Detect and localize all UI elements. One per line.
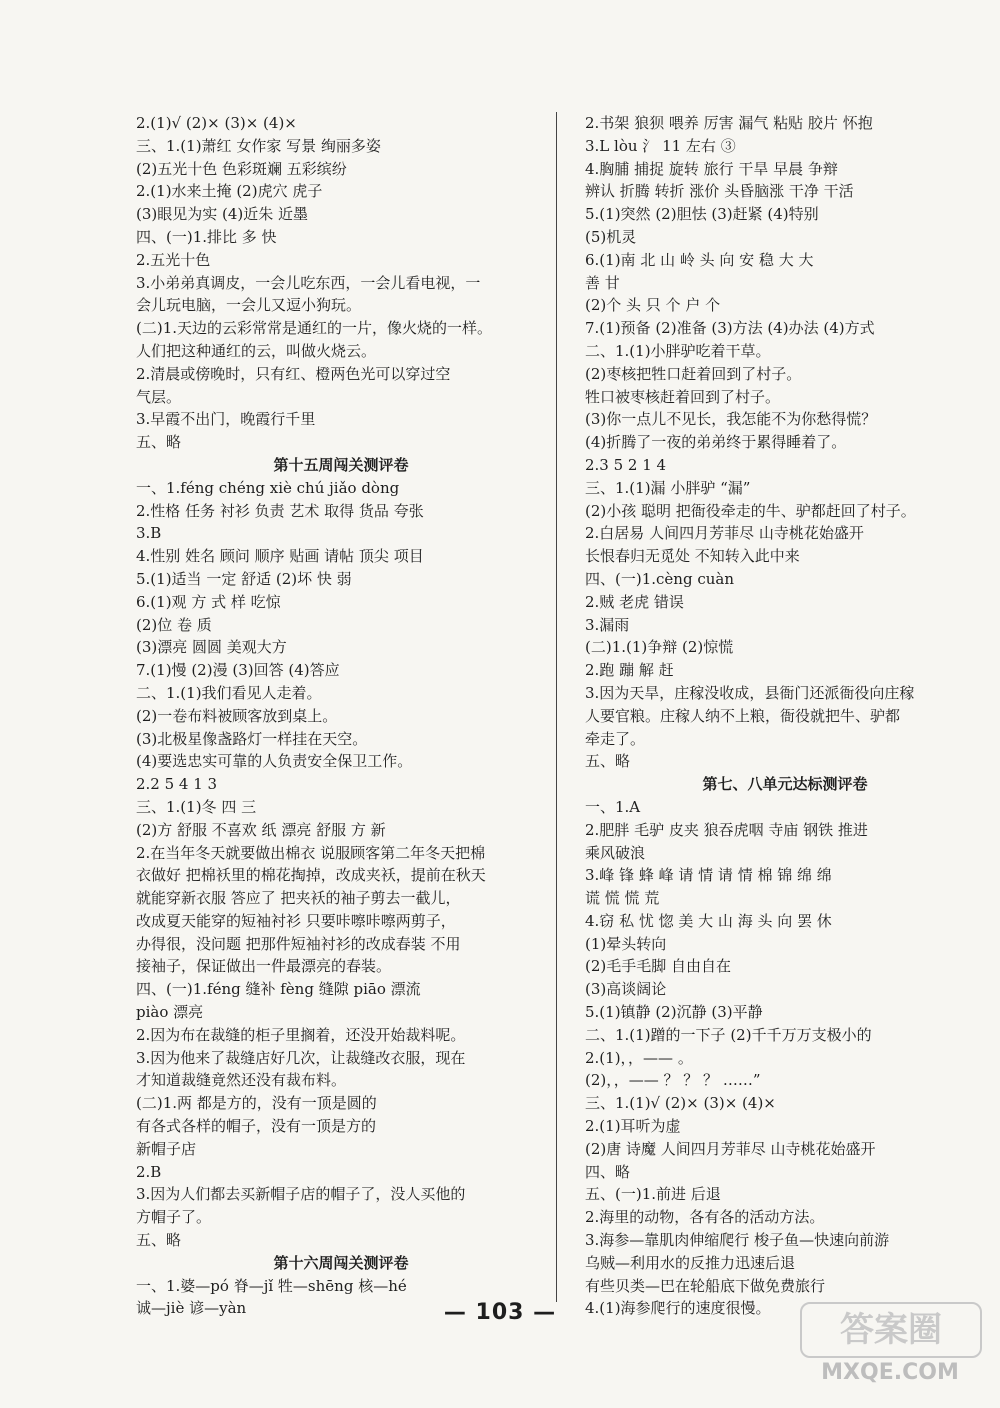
answer-line: (2)枣核把牲口赶着回到了村子。: [585, 364, 802, 383]
answer-line: 3.漏雨: [585, 615, 630, 634]
answer-line: 3.峰 锋 蜂 峰 请 情 请 情 棉 锦 绵 绵: [585, 866, 832, 885]
answer-line: 4.性别 姓名 顾问 顺序 贴画 请帖 顶尖 项目: [136, 547, 424, 566]
answer-line: 6.(1)观 方 式 样 吃惊: [136, 592, 281, 611]
section-title: 第七、八单元达标测评卷: [702, 775, 868, 794]
answer-line: 3.L lòu 氵 11 左右 ③: [585, 136, 736, 155]
answer-line: 2.跑 蹦 解 赶: [585, 661, 674, 680]
answer-line: 乌贼—利用水的反推力迅速后退: [585, 1253, 796, 1272]
answer-line: 2.3 5 2 1 4: [585, 455, 667, 474]
answer-line: (1)晕头转向: [585, 934, 667, 953]
answer-line: 五、略: [136, 1231, 182, 1250]
answer-line: 一、1.A: [585, 797, 641, 816]
answer-line: 7.(1)预备 (2)准备 (3)方法 (4)办法 (4)方式: [585, 319, 875, 338]
answer-line: (2)唐 诗魔 人间四月芳菲尽 山寺桃花始盛开: [585, 1139, 876, 1158]
answer-line: 牵走了。: [585, 729, 646, 748]
answer-line: 二、1.(1)我们看见人走着。: [136, 683, 322, 702]
answer-line: 2.(1)水来土掩 (2)虎穴 虎子: [136, 182, 323, 201]
answer-line: 气层。: [136, 387, 182, 406]
answer-line: 2.(1)，，—— 。: [585, 1048, 693, 1067]
answer-line: (2)毛手毛脚 自由自在: [585, 957, 732, 976]
answer-line: (4)折腾了一夜的弟弟终于累得睡着了。: [585, 433, 847, 452]
answer-line: 2.(1)耳听为虚: [585, 1117, 681, 1136]
answer-line: (5)机灵: [585, 227, 637, 246]
answer-line: 五、(一)1.前进 后退: [585, 1185, 721, 1204]
answer-line: (3)眼见为实 (4)近朱 近墨: [136, 205, 309, 224]
answer-line: 5.(1)适当 一定 舒适 (2)坏 快 弱: [136, 569, 352, 588]
answer-line: 五、略: [585, 752, 631, 771]
answer-line: (2)，，—— ？ ？ ？ ……”: [585, 1071, 761, 1090]
answer-line: 5.(1)镇静 (2)沉静 (3)平静: [585, 1003, 763, 1022]
answer-line: 4.胸脯 捕捉 旋转 旅行 干旱 早晨 争辩: [585, 159, 838, 178]
answer-line: 3.因为人们都去买新帽子店的帽子了，没人买他的: [136, 1185, 466, 1204]
answer-line: 2.白居易 人间四月芳菲尽 山寺桃花始盛开: [585, 524, 864, 543]
answer-line: 2.B: [136, 1162, 162, 1181]
answer-line: (2)个 头 只 个 户 个: [585, 296, 721, 315]
answer-line: 才知道裁缝竟然还没有裁布料。: [136, 1071, 347, 1090]
answer-line: 2.书架 狼狈 喂养 厉害 漏气 粘贴 胶片 怀抱: [585, 114, 873, 132]
watermark-logo: 答案圈: [800, 1302, 982, 1358]
answer-line: (4)要选忠实可靠的人负责安全保卫工作。: [136, 752, 413, 771]
page-number: — 103 —: [443, 1300, 557, 1325]
answer-line: 6.(1)南 北 山 岭 头 向 安 稳 大 大: [585, 250, 814, 269]
left-column: [136, 112, 546, 1320]
answer-line: 2.性格 任务 衬衫 负责 艺术 取得 货品 夸张: [136, 501, 424, 520]
answer-line: (2)一卷布料被顾客放到桌上。: [136, 706, 338, 725]
answer-line: 牲口被枣核赶着回到了村子。: [585, 387, 781, 406]
answer-line: 二、1.(1)小胖驴吃着干草。: [585, 341, 771, 360]
answer-line: 四、(一)1.cèng cuàn: [585, 569, 734, 588]
answer-line: 一、1.婆—pó 脊—jǐ 牲—shēng 核—hé: [136, 1276, 407, 1295]
answer-line: 新帽子店: [136, 1139, 197, 1158]
answer-line: 3.因为天旱，庄稼没收成，县衙门还派衙役向庄稼: [585, 683, 915, 702]
answer-line: 2.2 5 4 1 3: [136, 775, 218, 794]
answer-line: (3)漂亮 圆圆 美观大方: [136, 638, 287, 657]
answer-line: 衣做好 把棉袄里的棉花掏掉，改成夹袄，提前在秋天: [136, 866, 486, 885]
answer-line: 四、(一)1.排比 多 快: [136, 227, 277, 246]
answer-line: 2.清晨或傍晚时，只有红、橙两色光可以穿过空: [136, 364, 451, 383]
answer-line: 3.因为他来了裁缝店好几次，让裁缝改衣服，现在: [136, 1048, 466, 1067]
answer-line: 三、1.(1)√ (2)× (3)× (4)×: [585, 1094, 776, 1113]
answer-line: (2)位 卷 质: [136, 615, 212, 634]
answer-line: (3)高谈阔论: [585, 980, 667, 999]
answer-line: (2)小孩 聪明 把衙役牵走的牛、驴都赶回了村子。: [585, 501, 916, 520]
answer-line: 接袖子，保证做出一件最漂亮的春装。: [136, 957, 392, 976]
answer-line: 3.海参—靠肌肉伸缩爬行 梭子鱼—快速向前游: [585, 1231, 890, 1250]
answer-line: 辨认 折腾 转折 涨价 头昏脑涨 干净 干活: [585, 182, 854, 201]
answer-line: 4.窃 私 忧 惚 美 大 山 海 头 向 罢 休: [585, 911, 832, 930]
section-title: 第十五周闯关测评卷: [273, 455, 409, 474]
section-title: 第十六周闯关测评卷: [273, 1253, 409, 1272]
answer-line: 一、1.féng chéng xiè chú jiǎo dòng: [136, 478, 400, 497]
answer-line: 3.早霞不出门，晚霞行千里: [136, 410, 316, 429]
answer-line: 乘风破浪: [585, 843, 646, 862]
answer-line: (二)1.两 都是方的，没有一顶是圆的: [136, 1094, 377, 1113]
answer-line: 改成夏天能穿的短袖衬衫 只要咔嚓咔嚓两剪子，: [136, 911, 456, 930]
right-column: [585, 112, 985, 1320]
watermark-url: MXQE.COM: [821, 1360, 959, 1385]
answer-line: 5.(1)突然 (2)胆怯 (3)赶紧 (4)特别: [585, 205, 819, 224]
answer-line: 2.五光十色: [136, 250, 211, 269]
answer-line: 二、1.(1)蹭的一下子 (2)千千万万支极小的: [585, 1025, 872, 1044]
answer-line: 三、1.(1)萧红 女作家 写景 绚丽多姿: [136, 136, 381, 155]
answer-line: 4.(1)海参爬行的速度很慢。: [585, 1299, 771, 1318]
answer-line: 谎 慌 慌 荒: [585, 889, 660, 908]
answer-line: 人们把这种通红的云，叫做火烧云。: [136, 341, 377, 360]
answer-line: (二)1.(1)争辩 (2)惊慌: [585, 638, 734, 657]
answer-line: 3.小弟弟真调皮，一会儿吃东西，一会儿看电视，一: [136, 273, 481, 292]
answer-line: 五、略: [136, 433, 182, 452]
answer-line: 有各式各样的帽子，没有一顶是方的: [136, 1117, 377, 1136]
answer-line: 办得很，没问题 把那件短袖衬衫的改成春装 不用: [136, 934, 461, 953]
answer-line: 2.因为布在裁缝的柜子里搁着，还没开始裁料呢。: [136, 1025, 466, 1044]
answer-line: 2.海里的动物，各有各的活动方法。: [585, 1208, 825, 1227]
answer-line: 四、略: [585, 1162, 631, 1181]
answer-line: (2)五光十色 色彩斑斓 五彩缤纷: [136, 159, 347, 178]
answer-line: 2.在当年冬天就要做出棉衣 说服顾客第二年冬天把棉: [136, 843, 486, 862]
answer-line: 三、1.(1)冬 四 三: [136, 797, 257, 816]
answer-line: 人要官粮。庄稼人纳不上粮，衙役就把牛、驴都: [585, 706, 901, 725]
answer-line: 方帽子了。: [136, 1208, 212, 1227]
answer-line: 三、1.(1)漏 小胖驴 “漏”: [585, 478, 751, 497]
answer-line: 2.贼 老虎 错误: [585, 592, 684, 611]
answer-line: 诚—jiè 谚—yàn: [136, 1299, 247, 1318]
answer-line: 2.(1)√ (2)× (3)× (4)×: [136, 114, 297, 132]
answer-line: (3)北极星像盏路灯一样挂在天空。: [136, 729, 368, 748]
column-divider: [556, 112, 557, 1302]
watermark: [800, 1302, 980, 1392]
answer-line: 3.B: [136, 524, 162, 543]
answer-line: piào 漂亮: [136, 1003, 204, 1022]
answer-line: 四、(一)1.féng 缝补 fèng 缝隙 piāo 漂流: [136, 980, 421, 999]
answer-line: 2.肥胖 毛驴 皮夹 狼吞虎咽 寺庙 钢铁 推进: [585, 820, 868, 839]
answer-line: 善 甘: [585, 273, 620, 292]
answer-line: 7.(1)慢 (2)漫 (3)回答 (4)答应: [136, 661, 340, 680]
answer-line: (3)你一点儿不见长，我怎能不为你愁得慌？: [585, 410, 877, 429]
answer-line: 长恨春归无觅处 不知转入此中来: [585, 547, 800, 566]
answer-line: 就能穿新衣服 答应了 把夹袄的袖子剪去一截儿，: [136, 889, 461, 908]
answer-line: (2)方 舒服 不喜欢 纸 漂亮 舒服 方 新: [136, 820, 386, 839]
answer-line: 有些贝类—巴在轮船底下做免费旅行: [585, 1276, 826, 1295]
answer-line: (二)1.天边的云彩常常是通红的一片，像火烧的一样。: [136, 319, 493, 338]
answer-line: 会儿玩电脑，一会儿又逗小狗玩。: [136, 296, 362, 315]
